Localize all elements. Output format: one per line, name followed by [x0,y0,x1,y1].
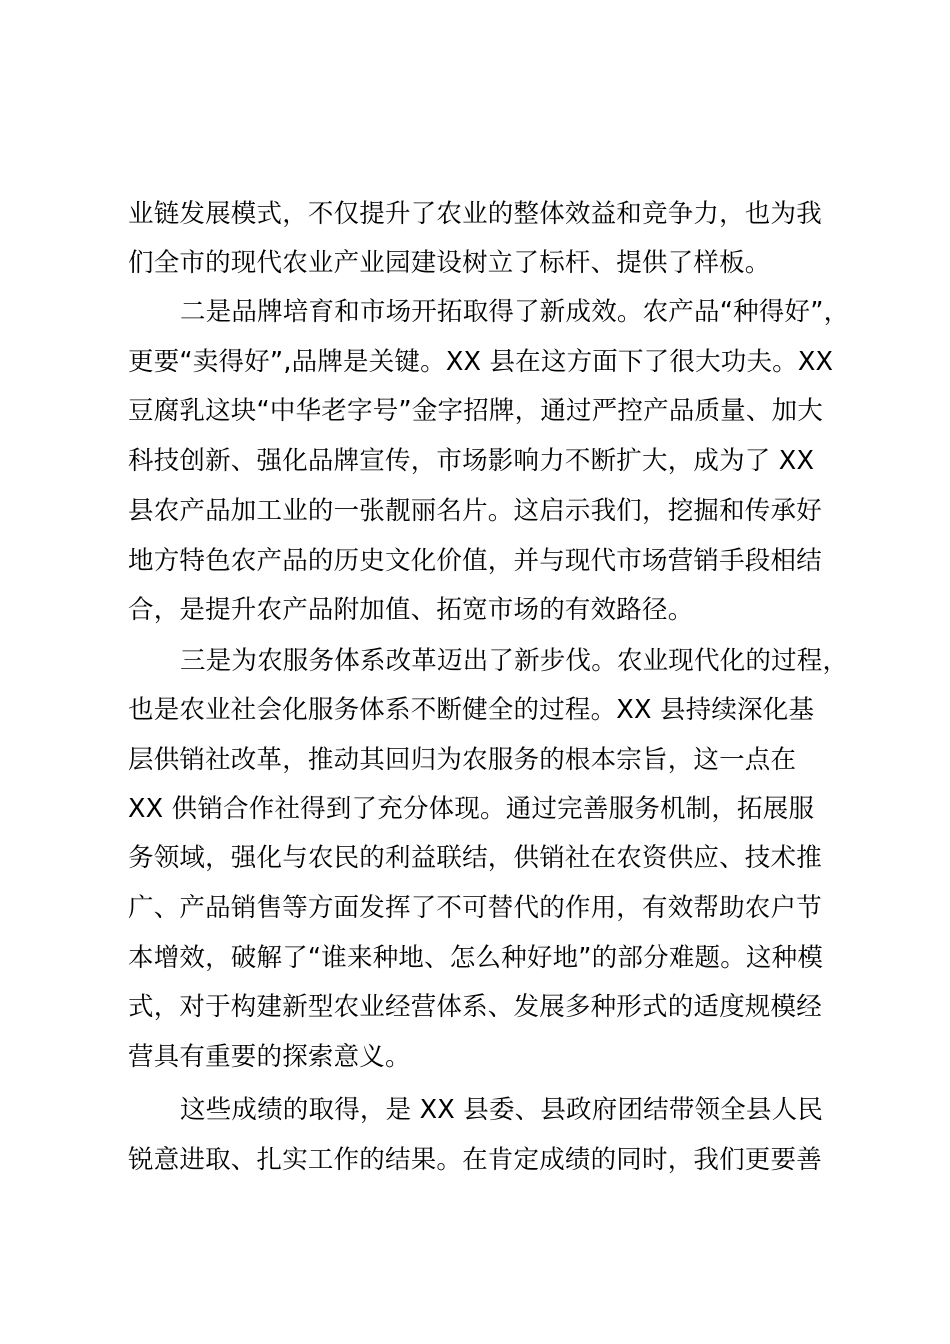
text-line: 科技创新、强化品牌宣传，市场影响力不断扩大，成为了 XX [128,446,815,476]
text-line: 更要“卖得好”,品牌是关键。XX 县在这方面下了很大功夫。XX [128,347,834,377]
text-line: 广、产品销售等方面发挥了不可替代的作用，有效帮助农户节 [128,893,822,923]
text-line: 式，对于构建新型农业经营体系、发展多种形式的适度规模经 [128,992,822,1022]
text-line: 们全市的现代农业产业园建设树立了标杆、提供了样板。 [128,248,771,278]
text-line: 县农产品加工业的一张靓丽名片。这启示我们，挖掘和传承好 [128,496,822,526]
text-line: 也是农业社会化服务体系不断健全的过程。XX 县持续深化基 [128,695,815,725]
text-line: 地方特色农产品的历史文化价值，并与现代市场营销手段相结 [128,546,822,576]
paragraph-start-line: 三是为农服务体系改革迈出了新步伐。农业现代化的过程， [180,646,849,676]
text-line: 本增效，破解了“谁来种地、怎么种好地”的部分难题。这种模 [128,943,824,973]
text-line: 层供销社改革，推动其回归为农服务的根本宗旨，这一点在 [128,745,797,775]
paragraph-start-line: 这些成绩的取得，是 XX 县委、县政府团结带领全县人民 [180,1095,824,1125]
text-line: 合，是提升农产品附加值、拓宽市场的有效路径。 [128,595,694,625]
text-line: 务领域，强化与农民的利益联结，供销社在农资供应、技术推 [128,843,822,873]
paragraph-start-line: 二是品牌培育和市场开拓取得了新成效。农产品“种得好”， [180,297,850,327]
text-line: 豆腐乳这块“中华老字号”金字招牌，通过严控产品质量、加大 [128,396,824,426]
text-line: 营具有重要的探索意义。 [128,1042,411,1072]
text-line: 锐意进取、扎实工作的结果。在肯定成绩的同时，我们更要善 [128,1145,822,1175]
text-line: 业链发展模式，不仅提升了农业的整体效益和竞争力，也为我 [128,199,822,229]
text-line: XX 供销合作社得到了充分体现。通过完善服务机制，拓展服 [128,794,815,824]
